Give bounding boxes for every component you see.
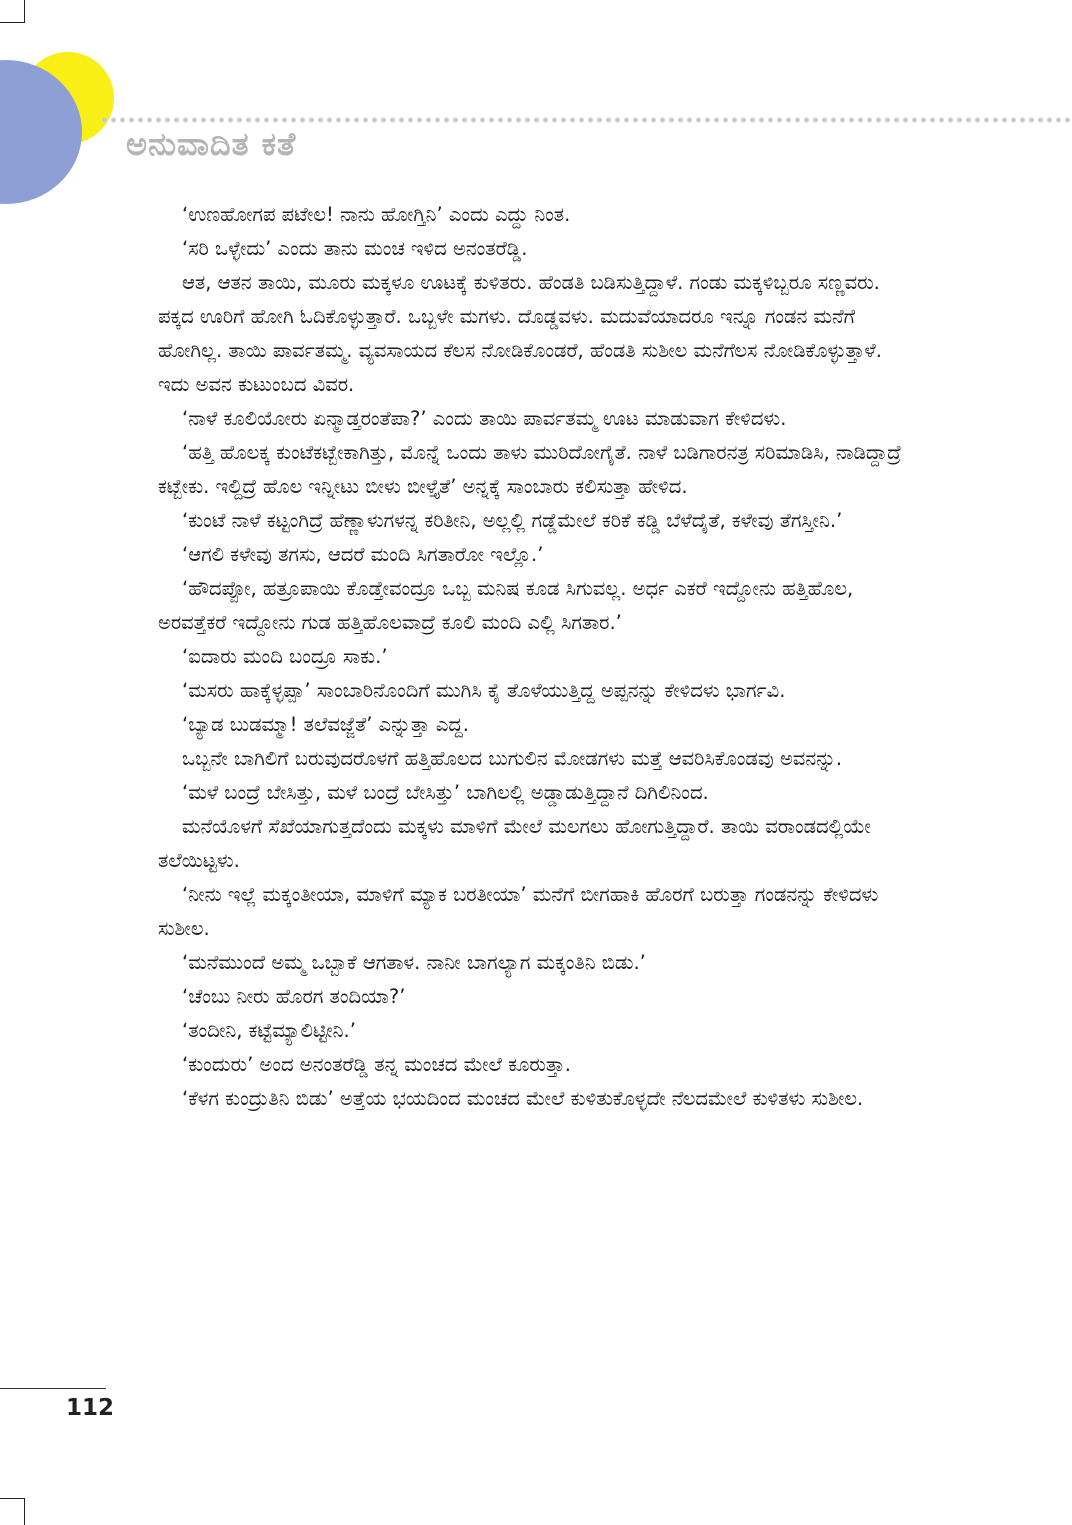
crop-mark-top-left-horizontal [0, 22, 25, 23]
paragraph: ‘ಆಗಲಿ ಕಳೇವು ತಗಸು, ಆದರೆ ಮಂದಿ ಸಿಗತಾರೋ ಇಲ್ಲೊ.’ [182, 543, 544, 566]
paragraph: ‘ಚೆಂಬು ನೀರು ಹೊರಗ ತಂದಿಯಾ?’ [182, 985, 406, 1008]
paragraph: ‘ಮನೆಮುಂದೆ ಅಮ್ಮ ಒಬ್ಬಾಕೆ ಆಗತಾಳ. ನಾನೀ ಬಾಗಲ್ಯಾಗ ಮಕ್ಕಂತಿನಿ ಬಿಡು.’ [182, 951, 646, 974]
page-number-rule [0, 1388, 106, 1389]
crop-mark-bottom-left-vertical [24, 1498, 25, 1525]
section-title: ಅನುವಾದಿತ ಕತೆ [126, 125, 297, 163]
paragraph: ಆತ, ಆತನ ತಾಯಿ, ಮೂರು ಮಕ್ಕಳೂ ಊಟಕ್ಕೆ ಕುಳಿತರು. ಹೆಂಡತಿ ಬಡಿಸುತ್ತಿದ್ದಾಳೆ. ಗಂಡು ಮಕ್ಕಳಿಬ್ಬರೂ ಸಣ್ಣವರು. ಪಕ್ಕದ ಊರಿಗೆ ಹೋಗಿ ಓದಿಕೊಳ್ಳುತ್ತಾರೆ. ಒಬ್ಬಳೇ ಮಗಳು. ದೊಡ್ಡವಳು. ಮದುವೆಯಾದರೂ ಇನ್ನೂ ಗಂಡನ ಮನೆಗೆ ಹೋಗಿಲ್ಲ. ತಾಯಿ ಪಾರ್ವತಮ್ಮ. ವ್ಯವಸಾಯದ ಕೆಲಸ ನೋಡಿಕೊಂಡರೆ, ಹೆಂಡತಿ ಸುಶೀಲ ಮನೆಗೆಲಸ ನೋಡಿಕೊಳ್ಳುತ್ತಾಳೆ. ಇದು ಅವನ ಕುಟುಂಬದ ವಿವರ. [158, 271, 883, 396]
page-number: 112 [66, 1395, 115, 1421]
paragraph: ‘ಕುಂಟೆ ನಾಳೆ ಕಟ್ಟಂಗಿದ್ರೆ ಹೆಣ್ಣಾಳುಗಳನ್ನ ಕರಿತೀನಿ, ಅಲ್ಲಲ್ಲಿ ಗಡ್ಡೆಮೇಲೆ ಕರಿಕೆ ಕಡ್ಡಿ ಬೆಳೆದೈತೆ, ಕಳೇವು ತೆಗಸ್ತೀನಿ.’ [182, 509, 843, 532]
paragraph: ‘ನೀನು ಇಲ್ಲೆ ಮಕ್ಕಂತೀಯಾ, ಮಾಳಿಗೆ ಮ್ಯಾಕ ಬರತೀಯಾ’ ಮನೆಗೆ ಬೀಗಹಾಕಿ ಹೊರಗೆ ಬರುತ್ತಾ ಗಂಡನನ್ನು ಕೇಳಿದಳು ಸುಶೀಲ. [158, 883, 879, 940]
paragraph: ‘ಕೆಳಗ ಕುಂದ್ರುತಿನಿ ಬಿಡು’ ಅತ್ತೆಯ ಭಯದಿಂದ ಮಂಚದ ಮೇಲೆ ಕುಳಿತುಕೊಳ್ಳದೇ ನೆಲದಮೇಲೆ ಕುಳಿತಳು ಸುಶೀಲ. [182, 1087, 864, 1110]
crop-mark-top-left-vertical [24, 0, 25, 22]
paragraph: ‘ಹತ್ತಿ ಹೊಲಕ್ಕ ಕುಂಟೆಕಟ್ಬೇಕಾಗಿತ್ತು, ಮೊನ್ನೆ ಒಂದು ತಾಳು ಮುರಿದೋಗೈತೆ. ನಾಳೆ ಬಡಿಗಾರನತ್ರ ಸರಿಮಾಡಿಸಿ, ನಾಡಿದ್ದಾದ್ರೆ ಕಟ್ಬೇಕು. ಇಲ್ದಿದ್ರೆ ಹೊಲ ಇನ್ನೀಟು ಬೀಳು ಬೀಳ್ತೈತೆ’ ಅನ್ನಕ್ಕೆ ಸಾಂಬಾರು ಕಲಿಸುತ್ತಾ ಹೇಳಿದ. [158, 441, 902, 498]
paragraph: ‘ಹೌದಪ್ಪೋ, ಹತ್ರೂಪಾಯಿ ಕೊಡ್ತೇವಂದ್ರೂ ಒಬ್ಬ ಮನಿಷ ಕೂಡ ಸಿಗುವಲ್ಲ. ಅರ್ಧ ಎಕರೆ ಇದ್ದೋನು ಹತ್ತಿಹೊಲ, ಅರವತ್ತೆಕರೆ ಇದ್ದೋನು ಗುಡ ಹತ್ತಿಹೊಲವಾದ್ರೆ ಕೂಲಿ ಮಂದಿ ಎಲ್ಲಿ ಸಿಗತಾರ.’ [158, 577, 854, 634]
paragraph: ‘ಮಸರು ಹಾಕ್ಕೆಳ್ಳಪ್ಪಾ’ ಸಾಂಬಾರಿನೊಂದಿಗೆ ಮುಗಿಸಿ ಕೈ ತೊಳೆಯುತ್ತಿದ್ದ ಅಪ್ಪನನ್ನು ಕೇಳಿದಳು ಭಾರ್ಗವಿ. [182, 679, 786, 702]
paragraph: ಮನೆಯೊಳಗೆ ಸೆಖೆಯಾಗುತ್ತದೆಂದು ಮಕ್ಕಳು ಮಾಳಿಗೆ ಮೇಲೆ ಮಲಗಲು ಹೋಗುತ್ತಿದ್ದಾರೆ. ತಾಯಿ ವರಾಂಡದಲ್ಲಿಯೇ ತಲೆಯಿಟ್ಟಳು. [158, 815, 871, 872]
paragraph: ‘ಐದಾರು ಮಂದಿ ಬಂದ್ರೂ ಸಾಕು.’ [182, 645, 388, 668]
paragraph: ‘ನಾಳೆ ಕೂಲಿಯೋರು ಏನ್ಮಾಡ್ತರಂತೆಪಾ?’ ಎಂದು ತಾಯಿ ಪಾರ್ವತಮ್ಮ ಊಟ ಮಾಡುವಾಗ ಕೇಳಿದಳು. [182, 407, 787, 430]
crop-mark-bottom-left-horizontal [0, 1498, 25, 1499]
story-body [158, 198, 906, 1116]
paragraph: ‘ಸರಿ ಒಳ್ಳೇದು’ ಎಂದು ತಾನು ಮಂಚ ಇಳಿದ ಅನಂತರೆಡ್ಡಿ. [182, 237, 528, 260]
paragraph: ‘ಮಳೆ ಬಂದ್ರೆ ಬೇಸಿತ್ತು, ಮಳೆ ಬಂದ್ರೆ ಬೇಸಿತ್ತು’ ಬಾಗಿಲಲ್ಲಿ ಅಡ್ಡಾಡುತ್ತಿದ್ದಾನೆ ದಿಗಿಲಿನಿಂದ. [182, 781, 709, 804]
paragraph: ‘ಬ್ಯಾಡ ಬುಡಮ್ಮಾ! ತಲೆವಜ್ಜೆತೆ’ ಎನ್ನುತ್ತಾ ಎದ್ದ. [182, 713, 469, 736]
paragraph: ಒಬ್ಬನೇ ಬಾಗಿಲಿಗೆ ಬರುವುದರೊಳಗೆ ಹತ್ತಿಹೊಲದ ಬುಗುಲಿನ ಮೋಡಗಳು ಮತ್ತೆ ಆವರಿಸಿಕೊಂಡವು ಅವನನ್ನು. [182, 747, 843, 770]
paragraph: ‘ಉಣಹೋಗಪ ಪಟೇಲ! ನಾನು ಹೋಗ್ತಿನಿ’ ಎಂದು ಎದ್ದು ನಿಂತ. [182, 203, 571, 226]
paragraph: ‘ತಂದೀನಿ, ಕಟ್ಟೆಮ್ಯಾಲಿಟ್ಟೀನಿ.’ [182, 1019, 356, 1042]
paragraph: ‘ಕುಂದುರು’ ಅಂದ ಅನಂತರೆಡ್ಡಿ ತನ್ನ ಮಂಚದ ಮೇಲೆ ಕೂರುತ್ತಾ. [182, 1053, 571, 1076]
